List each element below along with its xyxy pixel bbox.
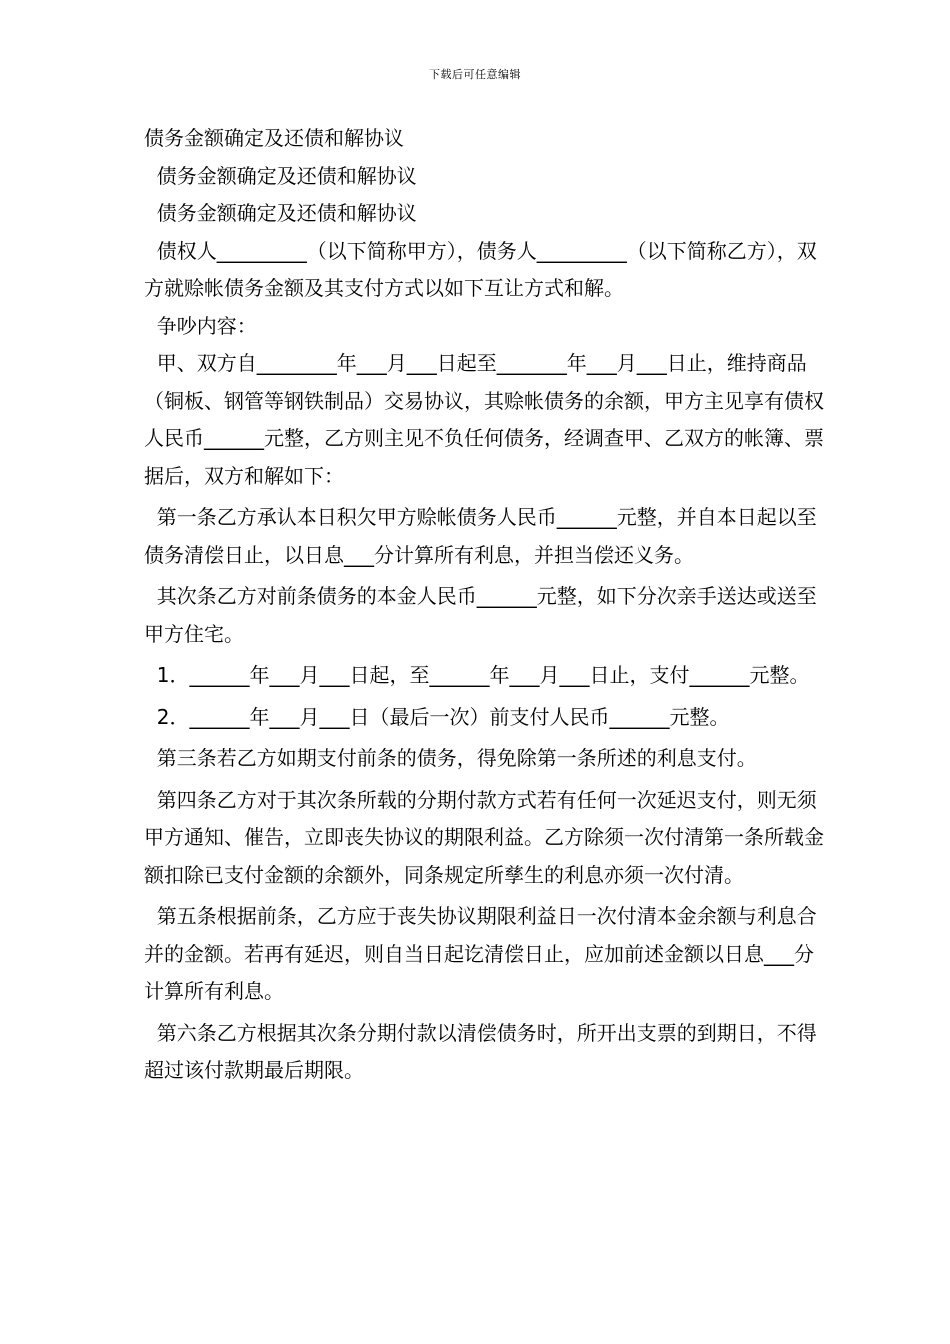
installment-2: 2．______年___月___日（最后一次）前支付人民币______元整。 xyxy=(144,704,730,729)
document-body xyxy=(144,120,824,1094)
article-5: 第五条根据前条，乙方应于丧失协议期限利益日一次付清本金余额与利息合并的金额。若再有延迟，则自当日起讫清偿日止，应加前述金额以日息___分计算所有利息。 xyxy=(144,904,817,1003)
document-subtitle: 债务金额确定及还债和解协议 xyxy=(144,163,417,188)
page-header-note: 下载后可任意编辑 xyxy=(429,68,521,81)
document-title: 债务金额确定及还债和解协议 xyxy=(144,126,404,150)
article-3: 第三条若乙方如期支付前条的债务，得免除第一条所述的利息支付。 xyxy=(144,746,757,770)
parties-paragraph: 债权人_________（以下简称甲方），债务人_________（以下简称乙方），双方就赊帐债务金额及其支付方式以如下互让方式和解。 xyxy=(144,238,817,300)
dispute-heading: 争吵内容： xyxy=(144,313,257,338)
article-2: 其次条乙方对前条债务的本金人民币______元整，如下分次亲手送达或送至甲方住宅。 xyxy=(144,584,817,646)
installment-1: 1．______年___月___日起，至______年___月___日止，支付______元整。 xyxy=(144,663,810,687)
article-6: 第六条乙方根据其次条分期付款以清偿债务时，所开出支票的到期日，不得超过该付款期最后期限。 xyxy=(144,1020,817,1082)
article-4: 第四条乙方对于其次条所载的分期付款方式若有任何一次延迟支付，则无须甲方通知、催告，立即丧失协议的期限利益。乙方除须一次付清第一条所载金额扣除已支付金额的余额外，同条规定所孳生的利息亦须一次付清。 xyxy=(144,787,824,887)
article-1: 第一条乙方承认本日积欠甲方赊帐债务人民币______元整，并自本日起以至债务清偿日止，以日息___分计算所有利息，并担当偿还义务。 xyxy=(144,505,817,567)
dispute-paragraph: 甲、双方自________年___月___日起至_______年___月___日止，维持商品（铜板、钢管等钢铁制品）交易协议，其赊帐债务的余额，甲方主见享有债权人民币______元整，乙方则主见不负任何债务，经调查甲、乙双方的帐簿、票据后，双方和解如下： xyxy=(144,351,824,488)
document-subtitle: 债务金额确定及还债和解协议 xyxy=(144,201,417,225)
